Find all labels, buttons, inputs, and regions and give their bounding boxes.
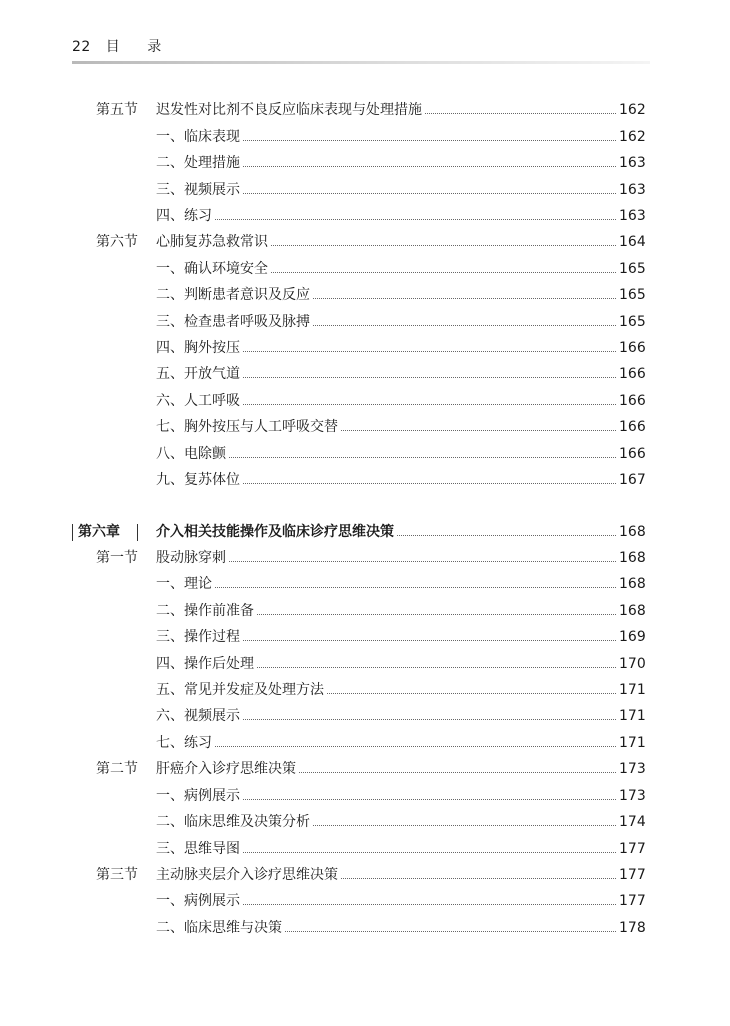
page-ref: 165 <box>619 314 646 330</box>
chapter-bar-left <box>72 524 73 541</box>
toc-item-row[interactable] <box>0 180 730 200</box>
leader-dots <box>243 904 616 905</box>
leader-dots <box>257 667 616 668</box>
section-label: 第二节 <box>96 761 138 777</box>
item-title: 三、检查患者呼吸及脉搏 <box>156 314 310 330</box>
toc-item-row[interactable] <box>0 786 730 806</box>
toc-item-row[interactable] <box>0 259 730 279</box>
item-title: 二、临床思维及决策分析 <box>156 814 310 830</box>
page-ref: 165 <box>619 287 646 303</box>
leader-dots <box>341 430 616 431</box>
page-ref: 171 <box>619 735 646 751</box>
item-title: 三、思维导图 <box>156 841 240 857</box>
leader-dots <box>285 931 616 932</box>
page-ref: 177 <box>619 867 646 883</box>
chapter-title: 介入相关技能操作及临床诊疗思维决策 <box>156 524 394 540</box>
item-title: 七、胸外按压与人工呼吸交替 <box>156 419 338 435</box>
toc-section-row[interactable] <box>0 548 730 568</box>
page-ref: 163 <box>619 208 646 224</box>
toc-item-row[interactable] <box>0 206 730 226</box>
toc-item-row[interactable] <box>0 601 730 621</box>
leader-dots <box>243 799 616 800</box>
item-title: 二、临床思维与决策 <box>156 920 282 936</box>
leader-dots <box>243 140 616 141</box>
leader-dots <box>327 693 616 694</box>
toc-item-row[interactable] <box>0 391 730 411</box>
page-ref: 170 <box>619 656 646 672</box>
leader-dots <box>243 719 616 720</box>
item-title: 一、临床表现 <box>156 129 240 145</box>
item-title: 一、理论 <box>156 576 212 592</box>
leader-dots <box>243 351 616 352</box>
leader-dots <box>243 404 616 405</box>
section-title: 心肺复苏急救常识 <box>156 234 268 250</box>
item-title: 二、判断患者意识及反应 <box>156 287 310 303</box>
page-ref: 165 <box>619 261 646 277</box>
page-ref: 177 <box>619 841 646 857</box>
page-ref: 171 <box>619 682 646 698</box>
page-ref: 166 <box>619 393 646 409</box>
toc-item-row[interactable] <box>0 574 730 594</box>
leader-dots <box>243 377 616 378</box>
leader-dots <box>215 219 616 220</box>
section-title: 主动脉夹层介入诊疗思维决策 <box>156 867 338 883</box>
item-title: 八、电除颤 <box>156 446 226 462</box>
toc-item-row[interactable] <box>0 654 730 674</box>
leader-dots <box>299 772 616 773</box>
page-ref: 164 <box>619 234 646 250</box>
toc-item-row[interactable] <box>0 364 730 384</box>
section-label: 第五节 <box>96 102 138 118</box>
item-title: 四、胸外按压 <box>156 340 240 356</box>
toc-item-row[interactable] <box>0 312 730 332</box>
page-ref: 163 <box>619 155 646 171</box>
item-title: 五、开放气道 <box>156 366 240 382</box>
section-title: 肝癌介入诊疗思维决策 <box>156 761 296 777</box>
toc-item-row[interactable] <box>0 127 730 147</box>
page-ref: 178 <box>619 920 646 936</box>
toc-item-row[interactable] <box>0 338 730 358</box>
toc-item-row[interactable] <box>0 470 730 490</box>
section-label: 第六节 <box>96 234 138 250</box>
leader-dots <box>229 561 616 562</box>
toc-item-row[interactable] <box>0 812 730 832</box>
item-title: 四、操作后处理 <box>156 656 254 672</box>
toc-item-row[interactable] <box>0 891 730 911</box>
toc-item-row[interactable] <box>0 627 730 647</box>
page-ref: 162 <box>619 129 646 145</box>
toc-section-row[interactable] <box>0 759 730 779</box>
page-ref: 162 <box>619 102 646 118</box>
page-ref: 173 <box>619 788 646 804</box>
page-ref: 173 <box>619 761 646 777</box>
item-title: 三、视频展示 <box>156 182 240 198</box>
page-ref: 168 <box>619 576 646 592</box>
leader-dots <box>243 166 616 167</box>
leader-dots <box>243 640 616 641</box>
leader-dots <box>397 535 616 536</box>
item-title: 一、病例展示 <box>156 893 240 909</box>
toc-item-row[interactable] <box>0 680 730 700</box>
leader-dots <box>257 614 616 615</box>
page-ref: 163 <box>619 182 646 198</box>
toc-item-row[interactable] <box>0 285 730 305</box>
leader-dots <box>425 113 616 114</box>
item-title: 一、病例展示 <box>156 788 240 804</box>
item-title: 三、操作过程 <box>156 629 240 645</box>
item-title: 二、处理措施 <box>156 155 240 171</box>
page-ref: 166 <box>619 446 646 462</box>
chapter-label: 第六章 <box>78 524 120 540</box>
leader-dots <box>341 878 616 879</box>
item-title: 九、复苏体位 <box>156 472 240 488</box>
leader-dots <box>243 483 616 484</box>
page-ref: 177 <box>619 893 646 909</box>
page-ref: 166 <box>619 366 646 382</box>
page-ref: 166 <box>619 419 646 435</box>
header-title-char-2: 录 <box>147 39 162 55</box>
item-title: 四、练习 <box>156 208 212 224</box>
toc-section-row[interactable] <box>0 232 730 252</box>
item-title: 六、人工呼吸 <box>156 393 240 409</box>
toc-item-row[interactable] <box>0 444 730 464</box>
leader-dots <box>271 272 616 273</box>
toc-item-row[interactable] <box>0 733 730 753</box>
toc-section-row[interactable] <box>0 865 730 885</box>
toc-item-row[interactable] <box>0 706 730 726</box>
page-ref: 174 <box>619 814 646 830</box>
leader-dots <box>215 746 616 747</box>
section-title: 股动脉穿刺 <box>156 550 226 566</box>
leader-dots <box>243 852 616 853</box>
page-number: 22 <box>72 39 91 55</box>
item-title: 一、确认环境安全 <box>156 261 268 277</box>
chapter-bar-right <box>137 524 138 541</box>
leader-dots <box>243 193 616 194</box>
page-ref: 166 <box>619 340 646 356</box>
leader-dots <box>313 298 616 299</box>
page-ref: 167 <box>619 472 646 488</box>
item-title: 五、常见并发症及处理方法 <box>156 682 324 698</box>
page-ref: 168 <box>619 524 646 540</box>
toc-chapter-row[interactable] <box>0 522 730 542</box>
page-ref: 169 <box>619 629 646 645</box>
leader-dots <box>313 825 616 826</box>
leader-dots <box>215 587 616 588</box>
leader-dots <box>313 325 616 326</box>
leader-dots <box>271 245 616 246</box>
toc-section-row[interactable] <box>0 100 730 120</box>
toc-item-row[interactable] <box>0 918 730 938</box>
leader-dots <box>229 457 616 458</box>
item-title: 七、练习 <box>156 735 212 751</box>
section-label: 第三节 <box>96 867 138 883</box>
page-ref: 168 <box>619 550 646 566</box>
page-ref: 171 <box>619 708 646 724</box>
toc-item-row[interactable] <box>0 417 730 437</box>
toc-item-row[interactable] <box>0 153 730 173</box>
item-title: 二、操作前准备 <box>156 603 254 619</box>
page-ref: 168 <box>619 603 646 619</box>
item-title: 六、视频展示 <box>156 708 240 724</box>
section-title: 迟发性对比剂不良反应临床表现与处理措施 <box>156 102 422 118</box>
header-title-char-1: 目 <box>105 39 121 55</box>
toc-item-row[interactable] <box>0 839 730 859</box>
section-label: 第一节 <box>96 550 138 566</box>
